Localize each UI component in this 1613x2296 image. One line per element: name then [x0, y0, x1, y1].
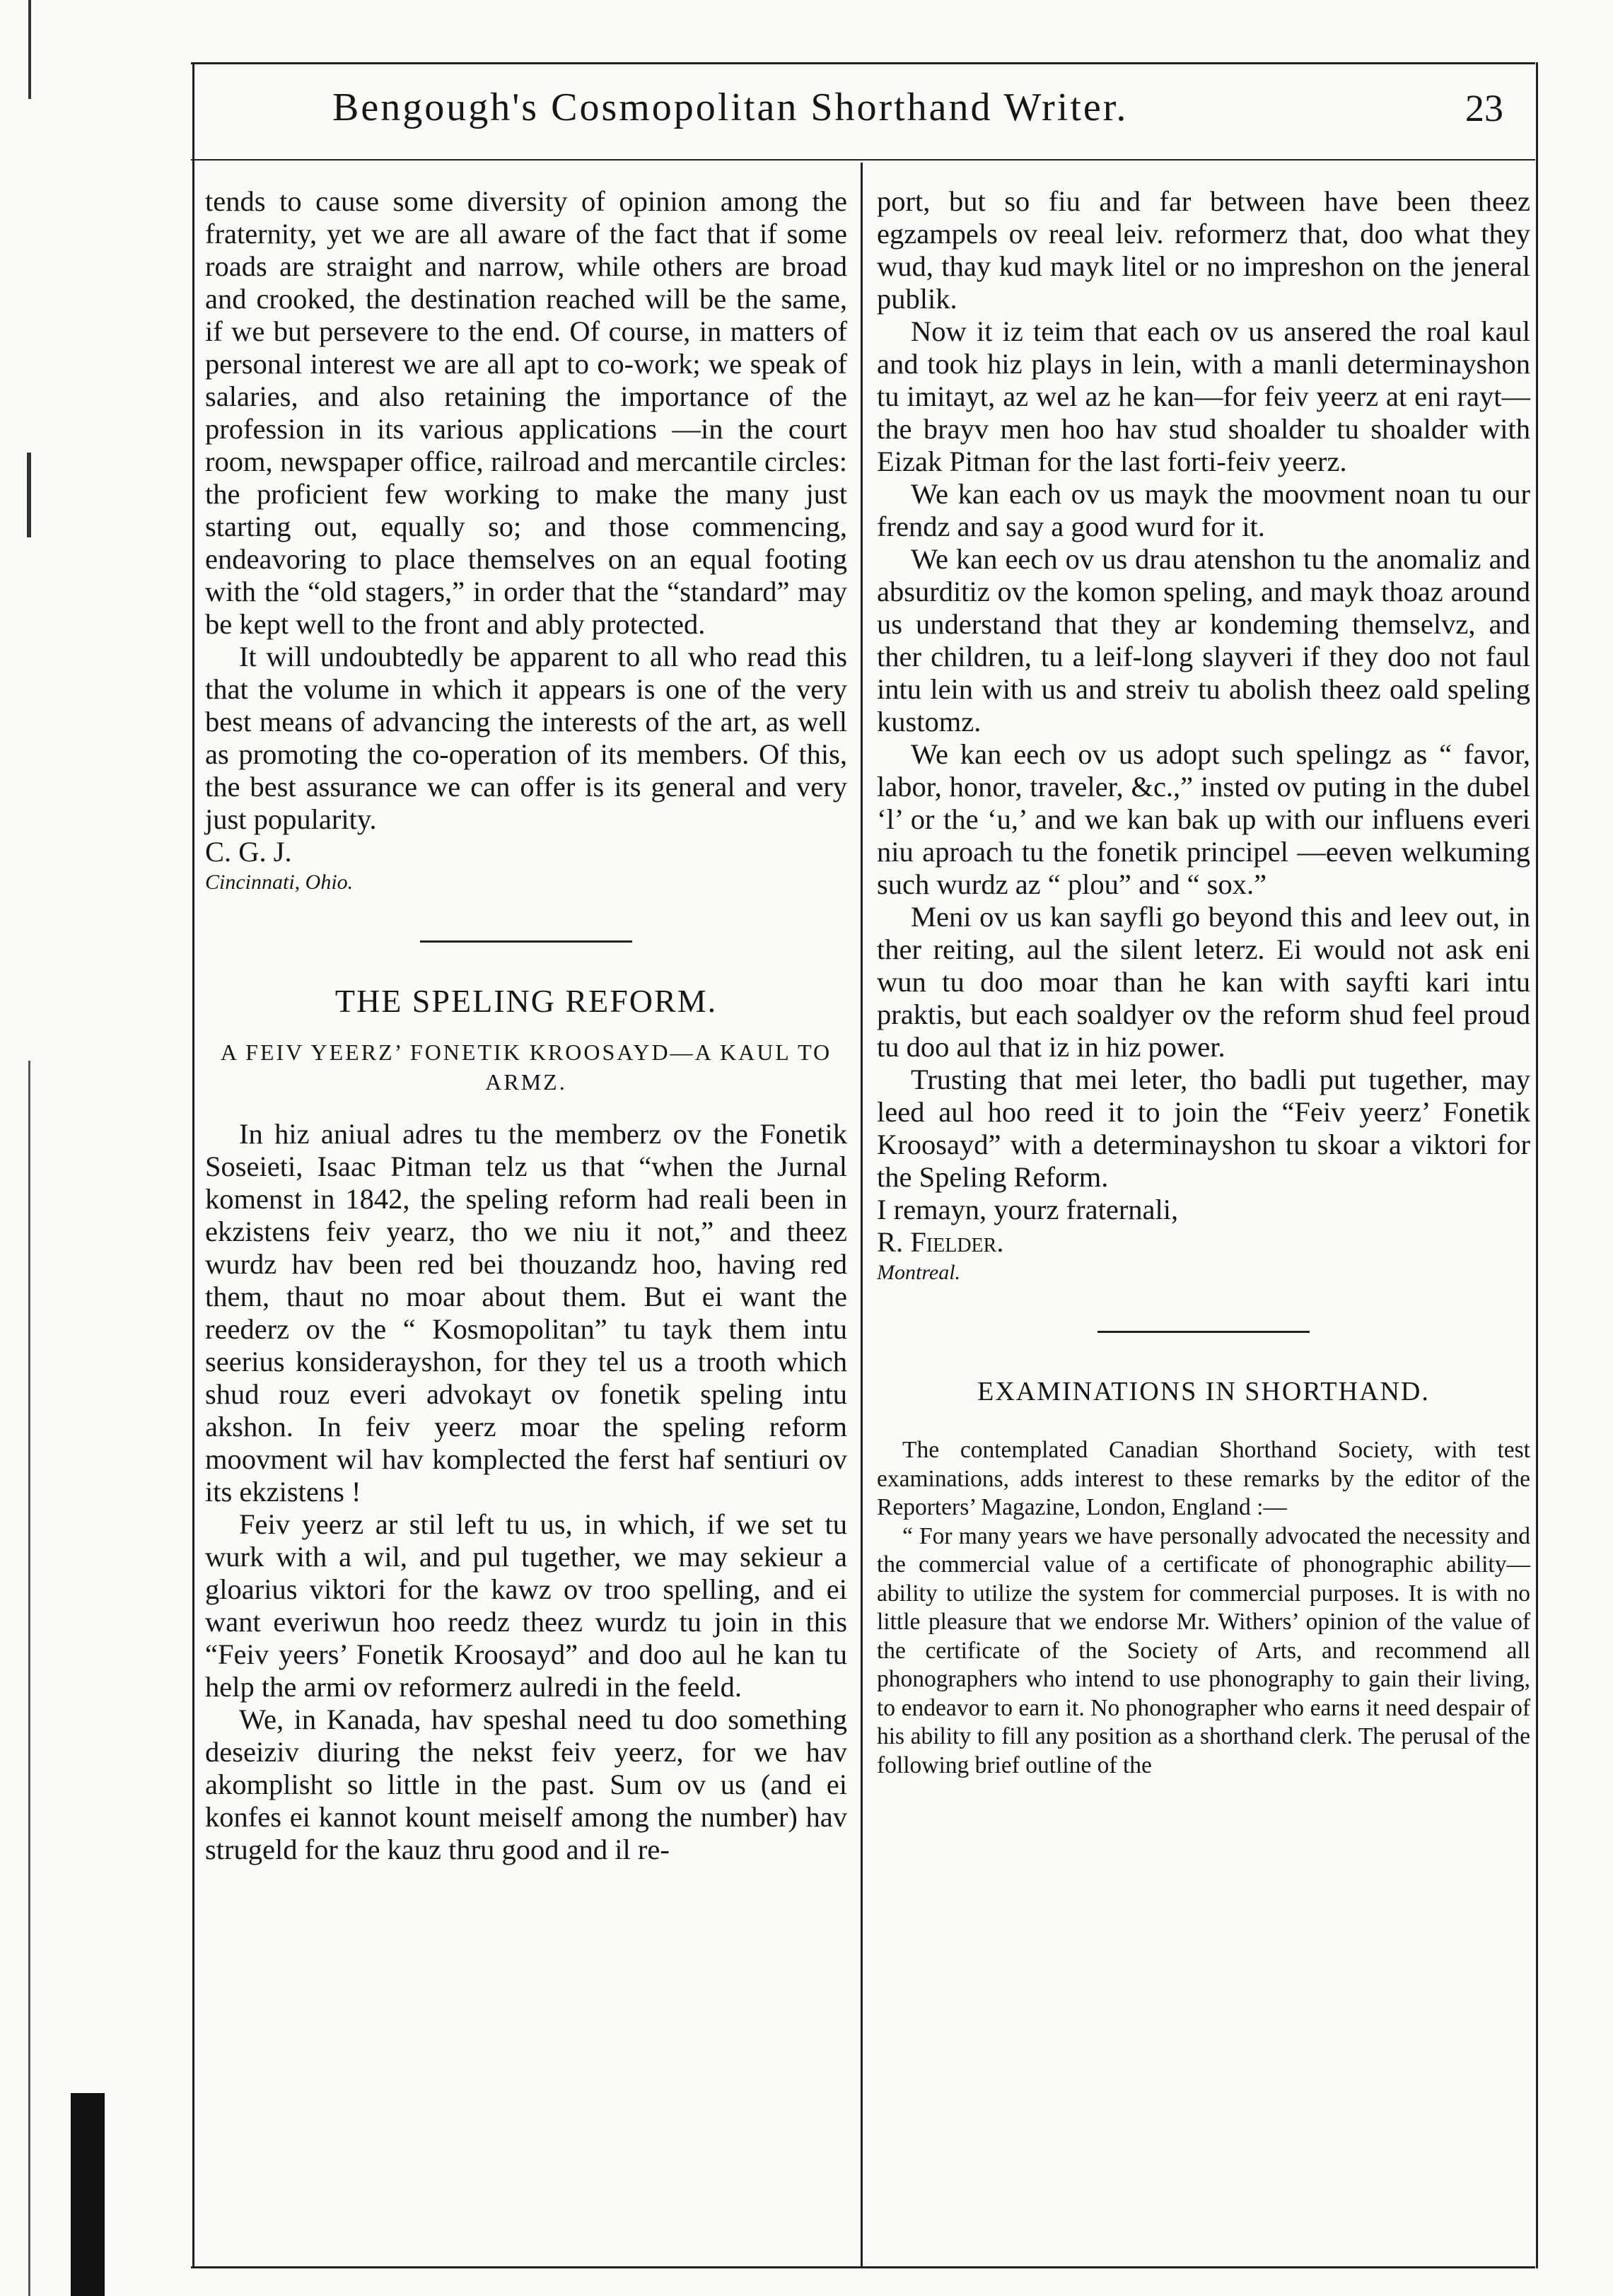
paragraph: It will undoubtedly be apparent to all who read this that the volume in which it appears is one of the very best means of advancing the interests of the art, as well as promoting the co-operation of its members. Of this, the best assurance we can offer is its general and very just popularity. [205, 641, 847, 835]
dateline-place: Montreal. [877, 1261, 961, 1284]
section-divider [1097, 1331, 1310, 1333]
header-rule-bottom [191, 159, 1535, 161]
section-title: THE SPELING REFORM. [334, 983, 718, 1019]
header-rule-top [191, 62, 1535, 64]
left-column [205, 185, 847, 1866]
paragraph: We, in Kanada, hav speshal need tu doo something deseiziv diuring the nekst feiv yeerz, for we hav akomplisht so little in the past. Sum ov us (and ei konfes ei kannot kount meiself among the number) hav strugeld for the kauz thru good and il re- [205, 1703, 847, 1865]
left-border [192, 62, 194, 2268]
right-border [1536, 62, 1538, 2268]
dateline-place: Cincinnati, Ohio. [205, 870, 354, 894]
paragraph: We kan eech ov us adopt such spelingz as “ favor, labor, honor, traveler, &c.,” insted ov puting in the dubel ‘l’ or the ‘u,’ and we kan bak up with our influens everi niu aproach tu the fonetik principel —eeven welkuming such wurdz az “ plou” and “ sox.” [877, 738, 1530, 900]
paragraph: The contemplated Canadian Shorthand Society, with test examinations, adds interest to these remarks by the editor of the Reporters’ Magazine, London, England :— [877, 1437, 1530, 1520]
binding-shadow [71, 2093, 105, 2296]
paragraph: “ For many years we have personally advocated the necessity and the commercial value of a certificate of phonographic ability—ability to utilize the system for commercial purposes. It is with no little pleasure that we endorse Mr. Withers’ opinion of the value of the certificate of the Society of Arts, and recommend all phonographers who intend to use phonography to gain their living, to endeavor to earn it. No phonographer who earns it need despair of his ability to fill any position as a shorthand clerk. The perusal of the following brief outline of the [877, 1522, 1530, 1778]
column-divider [861, 163, 863, 2266]
right-column [877, 185, 1530, 1780]
running-head: Bengough's Cosmopolitan Shorthand Writer. [332, 86, 1129, 129]
paragraph: In hiz aniual adres tu the memberz ov the Fonetik Soseieti, Isaac Pitman telz us that “when the Jurnal komenst in 1842, the speling reform had reali been in ekzistens feiv yearz, tho we niu it not,” and theez wurdz hav been red bei thouzandz hoo, having red them, thaut no moar about them. But ei want the reederz ov the “ Kosmopolitan” tu tayk them intu seerius konsiderayshon, for they tel us a trooth which shud rouz everi advokayt ov fonetik speling intu akshon. In feiv yeerz moar the speling reform moovment wil hav komplected the ferst haf sentiuri ov its ekzistens ! [205, 1118, 847, 1508]
paragraph: We kan eech ov us drau atenshon tu the anomaliz and absurditiz ov the komon speling, and mayk thoaz around us understand that they ar kondeming themselvz, and ther children, tu a leif-long slayveri if they doo not faul intu lein with us and streiv tu abolish theez oald speling kustomz. [877, 543, 1530, 738]
paragraph: tends to cause some diversity of opinion among the fraternity, yet we are all aware of the fact that if some roads are straight and narrow, while others are broad and crooked, the destination reached will be the same, if we but persevere to the end. Of course, in matters of personal interest we are all apt to co-work; we speak of salaries, and also retaining the importance of the profession in its various applications —in the court room, newspaper office, railroad and mercantile circles: the proficient few working to make the many just starting out, equally so; and those commencing, endeavoring to place themselves on an equal footing with the “old stagers,” in order that the “standard” may be kept well to the front and ably protected. [205, 185, 847, 640]
section-divider [420, 940, 632, 943]
page-number: 23 [1465, 87, 1503, 129]
paragraph: We kan each ov us mayk the moovment noan tu our frendz and say a good wurd for it. [877, 478, 1530, 542]
binding-edge [0, 0, 106, 2296]
binding-mark [28, 1061, 30, 2296]
binding-mark [27, 453, 31, 537]
signature: C. G. J. [205, 836, 292, 868]
paragraph: Now it iz teim that each ov us ansered the roal kaul and took hiz plays in lein, with a manli determinayshon tu imitayt, az wel az he kan—for feiv yeerz at eni rayt— the brayv men hoo hav stud shoalder tu shoalder with Eizak Pitman for the last forti-feiv yeerz. [877, 315, 1530, 477]
footer-rule [191, 2266, 1535, 2268]
paragraph: Feiv yeerz ar stil left tu us, in which, if we set tu wurk with a wil, and pul tugether, we may sekieur a gloarius viktori for the kawz ov troo spelling, and ei want everiwun hoo reedz theez wurdz tu join in this “Feiv yeers’ Fonetik Kroosayd” and doo aul he kan tu help the armi ov reformerz aulredi in the feeld. [205, 1508, 847, 1703]
paragraph: Meni ov us kan sayfli go beyond this and leev out, in ther reiting, aul the silent leterz. Ei would not ask eni wun tu doo moar than he kan with sayfti kari intu praktis, but each soaldyer ov the reform shud feel proud tu doo aul that iz in hiz power. [877, 901, 1530, 1063]
paragraph: port, but so fiu and far between have been theez egzampels ov reeal leiv. reformerz that, doo what they wud, thay kud mayk litel or no impreshon on the jeneral publik. [877, 185, 1530, 315]
section-subtitle: A FEIV YEERZ’ FONETIK KROOSAYD—A KAUL TO ARMZ. [220, 1039, 832, 1095]
small-print-block [877, 1436, 1530, 1780]
paragraph: Trusting that mei leter, tho badli put tugether, may leed aul hoo reed it to join the “Feiv yeerz’ Fonetik Kroosayd” with a determinayshon tu skoar a viktori for the Speling Reform. [877, 1063, 1530, 1193]
section-title: EXAMINATIONS IN SHORTHAND. [977, 1377, 1430, 1406]
binding-mark [28, 0, 31, 99]
letter-closing: I remayn, yourz fraternali, [877, 1194, 1179, 1225]
signature: R. Fielder. [877, 1226, 1004, 1258]
